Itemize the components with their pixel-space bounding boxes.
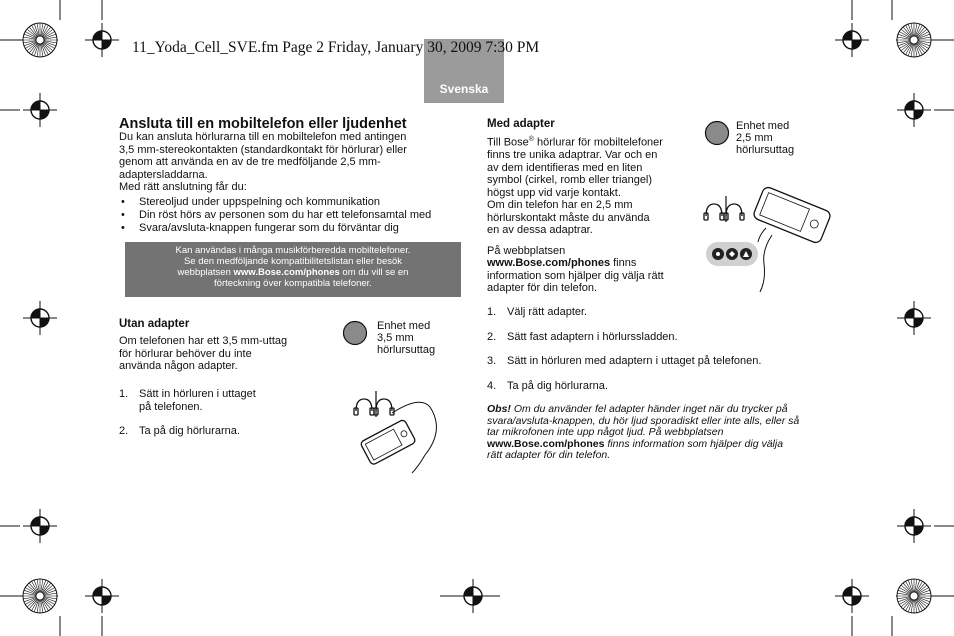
text-line: en av dessa adaptrar. [487,224,593,237]
legend-line: hörlursuttag [736,144,795,156]
legend-line: 2,5 mm [736,132,773,144]
list-item: • Stereoljud under uppspelning och kommunikation [119,196,431,209]
page-title: Ansluta till en mobiltelefon eller ljudenhet [119,116,407,132]
note-line: förteckning över kompatibla telefoner. [214,278,372,289]
step-number: 2. [487,330,497,343]
step-text: Sätt in hörluren med adaptern i uttaget på telefonen. [507,355,762,367]
text-line: högst upp vid varje kontakt. [487,186,621,199]
text-span: hörlurar för mobiltelefoner [533,136,663,149]
text-line: Om telefonen har ett 3,5 mm-uttag [119,335,288,347]
text-line: för hörlurar behöver du inte [119,347,252,360]
step-number: 4. [487,379,497,392]
registration-mark-icon [894,506,934,546]
step-text: Ta på dig hörlurarna. [507,379,608,392]
step-text: Sätt fast adaptern i hörlurssladden. [507,330,678,343]
registration-mark-icon [20,506,60,546]
step-text: Sätt in hörluren i uttaget [139,388,256,400]
obs-line: tar mikrofonen inte upp något ljud. På webbplatsen [487,426,724,438]
registration-mark-icon [82,576,122,616]
website-link[interactable]: www.Bose.com/phones [233,267,340,278]
text-line: av dem identifieras med en liten [487,161,643,174]
step-number: 1. [487,306,497,318]
step-text: Välj rätt adapter. [507,306,588,318]
obs-label: Obs! [487,403,511,415]
registration-mark-icon [20,298,60,338]
registered-mark: ® [528,136,534,143]
intro-line: genom att använda en av de tre medföljande 2,5 mm- [119,156,381,168]
website-link[interactable]: www.Bose.com/phones [487,437,605,450]
starburst-target-icon [20,20,60,60]
registration-mark-icon [20,90,60,130]
registration-mark-icon [832,20,872,60]
intro-line: adaptersladdarna. [119,168,208,181]
step-number: 1. [119,388,129,400]
registration-mark-icon [453,576,493,616]
starburst-target-icon [20,576,60,616]
list-item: • Svara/avsluta-knappen fungerar som du förväntar dig [119,222,431,235]
intro-line: 3,5 mm-stereokontakten (standardkontakt för hörlurar) eller [119,143,407,156]
obs-text: Om du använder fel adapter händer inget när du trycker på [510,403,788,415]
section-heading-with-adapter: Med adapter [487,118,555,130]
text-span: finns [610,257,637,270]
step-number: 2. [119,425,129,437]
text-line: använda någon adapter. [119,360,238,372]
step-number: 3. [487,355,497,367]
starburst-target-icon [894,576,934,616]
legend-line: 3,5 mm [377,332,414,344]
text-line: symbol (cirkel, romb eller triangel) [487,174,653,187]
note-line: Kan användas i många musikförberedda mobiltelefoner. [175,245,411,256]
legend-line: hörlursuttag [377,344,436,356]
registration-mark-icon [894,90,934,130]
legend-line: Enhet med [736,120,790,132]
starburst-target-icon [894,20,934,60]
obs-line: svara/avsluta-knappen, du hör ljud sporadiskt eller inte alls, eller så [487,414,800,427]
registration-mark-icon [894,298,934,338]
website-link[interactable]: www.Bose.com/phones [487,257,611,270]
text-line: Om din telefon har en 2,5 mm [487,199,633,212]
registration-mark-icon [82,20,122,60]
note-line: Se den medföljande kompatibilitetslistan eller besök [183,256,403,267]
step-text: Ta på dig hörlurarna. [139,425,240,437]
intro-line: Med rätt anslutning får du: [119,181,247,193]
step-text: på telefonen. [139,400,203,413]
file-header-line: 11_Yoda_Cell_SVE.fm Page 2 Friday, January 30, 2009 7:30 PM [132,39,540,56]
list-item: • Din röst hörs av personen som du har ett telefonsamtal med [119,209,431,222]
text-span: Till Bose [487,136,529,149]
text-line: information som hjälper dig välja rätt [487,269,664,282]
note-text: om du vill se en [339,267,409,278]
language-label: Svenska [439,82,489,96]
section-heading-without-adapter: Utan adapter [119,318,190,330]
text-line: adapter för din telefon. [487,282,598,295]
text-line: På webbplatsen [487,244,566,257]
text-line: hörlurskontakt måste du använda [487,211,650,224]
intro-line: Du kan ansluta hörlurarna till en mobiltelefon med antingen [119,131,407,143]
legend-line: Enhet med [377,320,431,332]
obs-line: rätt adapter för din telefon. [487,449,611,461]
registration-mark-icon [832,576,872,616]
text-line: finns tre unika adaptrar. Var och en [487,149,658,162]
note-text: webbplatsen [177,267,234,278]
obs-text: finns information som hjälper dig välja [604,437,784,450]
